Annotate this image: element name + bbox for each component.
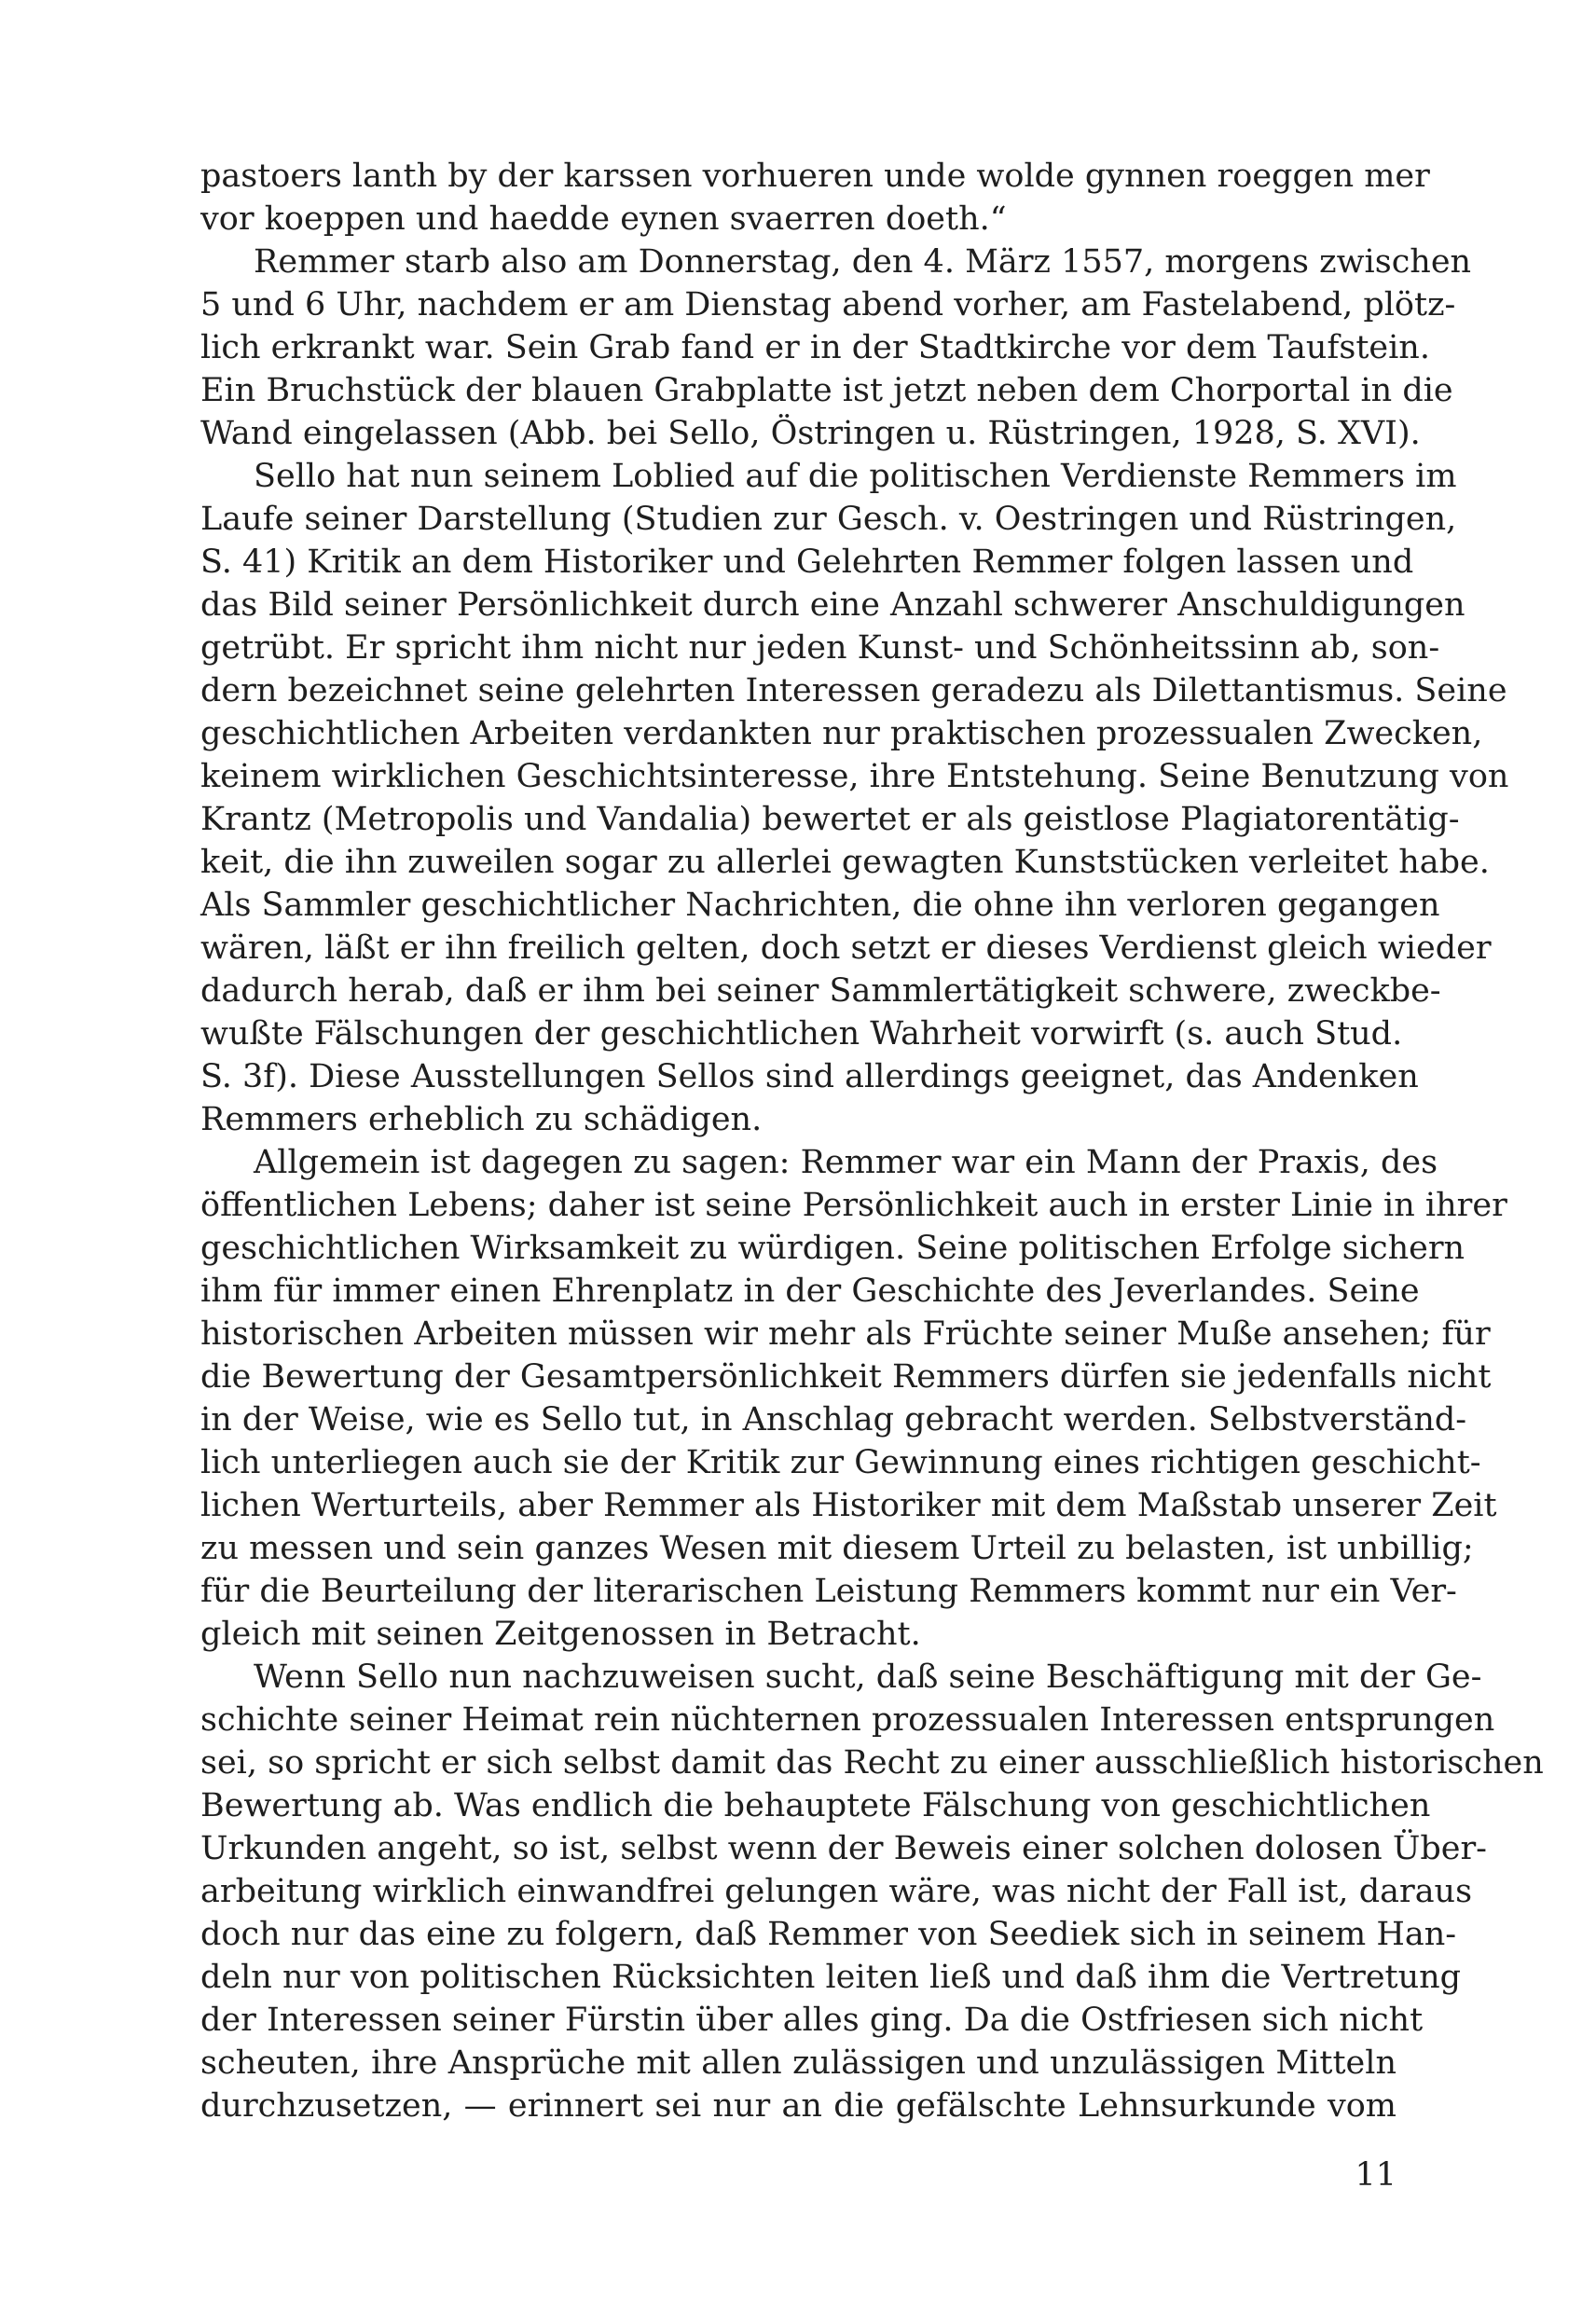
text-line: lich unterliegen auch sie der Kritik zur Gewinnung eines richtigen geschicht- — [200, 1444, 1481, 1481]
text-line: geschichtlichen Wirksamkeit zu würdigen. Seine politischen Erfolge sichern — [200, 1230, 1465, 1267]
text-line: Als Sammler geschichtlicher Nachrichten, die ohne ihn verloren gegangen — [200, 887, 1440, 924]
text-line: ihm für immer einen Ehrenplatz in der Geschichte des Jeverlandes. Seine — [200, 1273, 1420, 1310]
text-line: lichen Werturteils, aber Remmer als Historiker mit dem Maßstab unserer Zeit — [200, 1487, 1497, 1524]
text-line: gleich mit seinen Zeitgenossen in Betracht. — [200, 1616, 921, 1653]
text-line: die Bewertung der Gesamtpersönlichkeit Remmers dürfen sie jedenfalls nicht — [200, 1358, 1492, 1396]
text-line: Wenn Sello nun nachzuweisen sucht, daß seine Beschäftigung mit der Ge- — [254, 1658, 1482, 1696]
text-line: der Interessen seiner Fürstin über alles ging. Da die Ostfriesen sich nicht — [200, 2002, 1424, 2039]
text-line: das Bild seiner Persönlichkeit durch eine Anzahl schwerer Anschuldigungen — [200, 586, 1465, 624]
text-line: doch nur das eine zu folgern, daß Remmer von Seediek sich in seinem Han- — [200, 1916, 1457, 1953]
text-line: Sello hat nun seinem Loblied auf die politischen Verdienste Remmers im — [254, 458, 1457, 495]
text-line: vor koeppen und haedde eynen svaerren doeth.“ — [200, 200, 1007, 238]
text-line: historischen Arbeiten müssen wir mehr als Früchte seiner Muße ansehen; für — [200, 1315, 1491, 1353]
text-line: 5 und 6 Uhr, nachdem er am Dienstag abend vorher, am Fastelabend, plötz- — [200, 286, 1456, 323]
text-line: sei, so spricht er sich selbst damit das Recht zu einer ausschließlich historischen — [200, 1744, 1544, 1782]
text-line: öffentlichen Lebens; daher ist seine Persönlichkeit auch in erster Linie in ihrer — [200, 1187, 1507, 1224]
text-line: Wand eingelassen (Abb. bei Sello, Östringen u. Rüstringen, 1928, S. XVI). — [200, 415, 1421, 452]
page-number: 11 — [1355, 2156, 1396, 2194]
text-line: dern bezeichnet seine gelehrten Interessen geradezu als Dilettantismus. Seine — [200, 672, 1507, 709]
text-line: arbeitung wirklich einwandfrei gelungen wäre, was nicht der Fall ist, daraus — [200, 1873, 1473, 1910]
text-line: getrübt. Er spricht ihm nicht nur jeden Kunst- und Schönheitssinn ab, son- — [200, 629, 1440, 667]
text-line: wußte Fälschungen der geschichtlichen Wahrheit vorwirft (s. auch Stud. — [200, 1015, 1403, 1053]
text-line: lich erkrankt war. Sein Grab fand er in der Stadtkirche vor dem Taufstein. — [200, 329, 1430, 366]
text-line: durchzusetzen, — erinnert sei nur an die gefälschte Lehnsurkunde vom — [200, 2087, 1396, 2125]
text-line: keit, die ihn zuweilen sogar zu allerlei gewagten Kunststücken verleitet habe. — [200, 844, 1490, 881]
text-line: Krantz (Metropolis und Vandalia) bewertet er als geistlose Plagiatorentätig- — [200, 801, 1460, 838]
text-line: S. 3f). Diese Ausstellungen Sellos sind allerdings geeignet, das Andenken — [200, 1058, 1419, 1095]
text-line: deln nur von politischen Rücksichten leiten ließ und daß ihm die Vertretung — [200, 1959, 1462, 1996]
text-line: für die Beurteilung der literarischen Leistung Remmers kommt nur ein Ver- — [200, 1573, 1457, 1610]
text-line: Remmer starb also am Donnerstag, den 4. März 1557, morgens zwischen — [254, 243, 1472, 281]
text-line: wären, läßt er ihn freilich gelten, doch setzt er dieses Verdienst gleich wieder — [200, 929, 1492, 967]
text-line: keinem wirklichen Geschichtsinteresse, ihre Entstehung. Seine Benutzung von — [200, 758, 1509, 795]
body-text — [200, 155, 1544, 2127]
text-line: scheuten, ihre Ansprüche mit allen zulässigen und unzulässigen Mitteln — [200, 2044, 1396, 2082]
text-line: in der Weise, wie es Sello tut, in Anschlag gebracht werden. Selbstverständ- — [200, 1401, 1467, 1438]
text-line: geschichtlichen Arbeiten verdankten nur praktischen prozessualen Zwecken, — [200, 715, 1483, 752]
text-line: dadurch herab, daß er ihm bei seiner Sammlertätigkeit schwere, zweckbe- — [200, 972, 1441, 1010]
text-line: S. 41) Kritik an dem Historiker und Gelehrten Remmer folgen lassen und — [200, 544, 1414, 581]
text-line: Allgemein ist dagegen zu sagen: Remmer war ein Mann der Praxis, des — [254, 1144, 1438, 1181]
text-line: pastoers lanth by der karssen vorhueren unde wolde gynnen roeggen mer — [200, 158, 1430, 195]
text-line: Ein Bruchstück der blauen Grabplatte ist jetzt neben dem Chorportal in die — [200, 372, 1453, 409]
text-line: zu messen und sein ganzes Wesen mit diesem Urteil zu belasten, ist unbillig; — [200, 1530, 1474, 1567]
text-line: Urkunden angeht, so ist, selbst wenn der Beweis einer solchen dolosen Über- — [200, 1830, 1488, 1867]
text-line: Remmers erheblich zu schädigen. — [200, 1101, 763, 1138]
text-line: Laufe seiner Darstellung (Studien zur Gesch. v. Oestringen und Rüstringen, — [200, 501, 1457, 538]
text-line: Bewertung ab. Was endlich die behauptete Fälschung von geschichtlichen — [200, 1787, 1431, 1824]
text-line: schichte seiner Heimat rein nüchternen prozessualen Interessen entsprungen — [200, 1701, 1495, 1739]
